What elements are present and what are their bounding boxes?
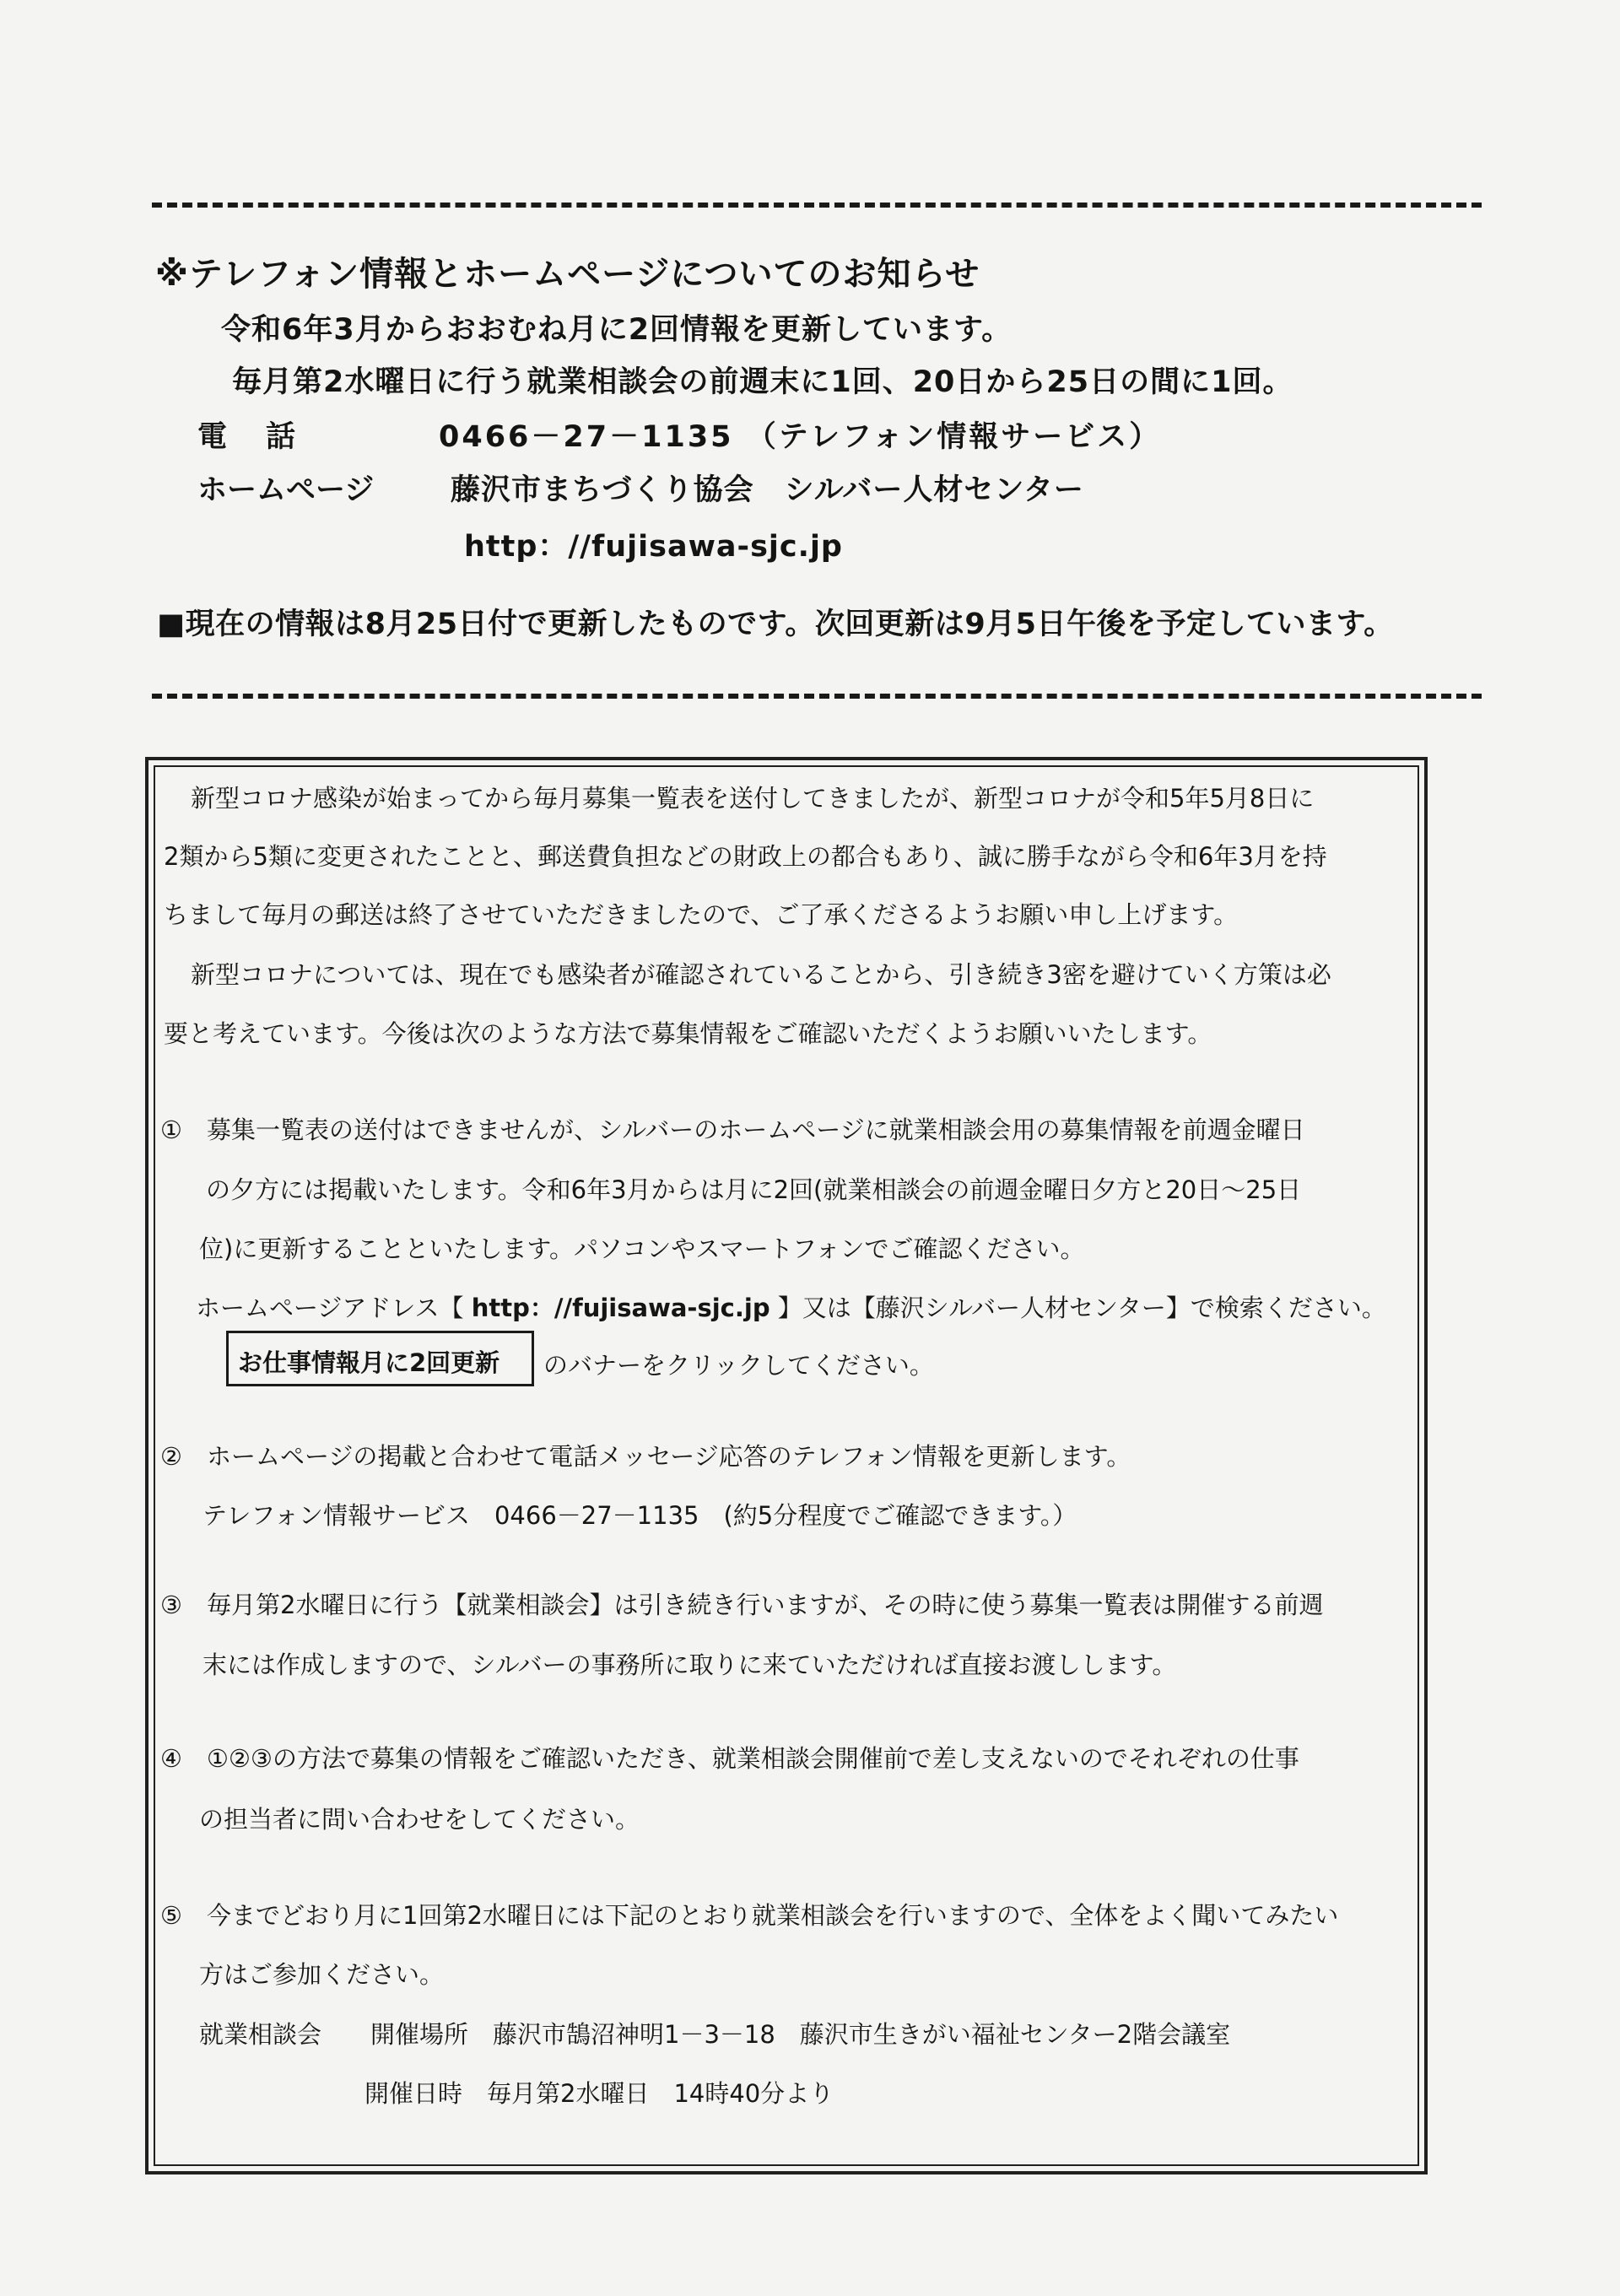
consultation-venue: 就業相談会 開催場所 藤沢市鵠沼神明1－3－18 藤沢市生きがい福祉センター2階会議室	[199, 2020, 1231, 2049]
notice-update-schedule: 毎月第2水曜日に行う就業相談会の前週末に1回、20日から25日の間に1回。	[232, 365, 1293, 399]
item-1-line-3: 位)に更新することといたします。パソコンやスマートフォンでご確認ください。	[199, 1234, 1085, 1263]
phone-number: 0466－27－1135 （テレフォン情報サービス）	[439, 420, 1162, 454]
intro-paragraph-1-line-2: 2類から5類に変更されたことと、郵送費負担などの財政上の都合もあり、誠に勝手ながら令和6年3月を持	[164, 842, 1327, 871]
item-2-line-1: ② ホームページの掲載と合わせて電話メッセージ応答のテレフォン情報を更新します。	[160, 1442, 1131, 1471]
address-prefix: ホームページアドレス【	[196, 1294, 472, 1322]
item-3-line-1: ③ 毎月第2水曜日に行う【就業相談会】は引き続き行いますが、その時に使う募集一覧表は開催する前週	[160, 1591, 1324, 1619]
item-1-line-1: ① 募集一覧表の送付はできませんが、シルバーのホームページに就業相談会用の募集情報を前週金曜日	[160, 1116, 1305, 1144]
item-3-line-2: 末には作成しますので、シルバーの事務所に取りに来ていただければ直接お渡しします。	[202, 1650, 1177, 1679]
item-5-line-2: 方はご参加ください。	[199, 1960, 445, 1989]
item-4-line-1: ④ ①②③の方法で募集の情報をご確認いただき、就業相談会開催前で差し支えないのでそれぞれの仕事	[160, 1744, 1299, 1773]
intro-paragraph-2-line-1: 新型コロナについては、現在でも感染者が確認されていることから、引き続き3密を避けていく方策は必	[191, 960, 1331, 989]
banner-label: お仕事情報月に2回更新	[238, 1348, 500, 1377]
intro-paragraph-1-line-1: 新型コロナ感染が始まってから毎月募集一覧表を送付してきましたが、新型コロナが令和5年5月8日に	[191, 784, 1315, 813]
intro-paragraph-1-line-3: ちまして毎月の郵送は終了させていただきましたので、ご了承くださるようお願い申し上げます。	[164, 900, 1239, 929]
homepage-label: ホームページ	[197, 473, 375, 507]
consultation-datetime: 開催日時 毎月第2水曜日 14時40分より	[364, 2079, 834, 2108]
homepage-url: http：//fujisawa-sjc.jp	[464, 530, 843, 564]
intro-paragraph-2-line-2: 要と考えています。今後は次のような方法で募集情報をご確認いただくようお願いいたします。	[164, 1019, 1212, 1048]
item-4-line-2: の担当者に問い合わせをしてください。	[199, 1805, 640, 1834]
notice-update-frequency: 令和6年3月からおおむね月に2回情報を更新しています。	[221, 313, 1012, 347]
phone-label: 電話	[197, 420, 335, 454]
item-1-address-line	[196, 1289, 1386, 1324]
current-update-notice: ■現在の情報は8月25日付で更新したものです。次回更新は9月5日午後を予定しています。	[157, 608, 1394, 641]
item-1-line-2: の夕方には掲載いたします。令和6年3月からは月に2回(就業相談会の前週金曜日夕方と20日～25日	[206, 1175, 1302, 1204]
address-url: http：//fujisawa-sjc.jp	[471, 1294, 770, 1322]
address-suffix: 】又は【藤沢シルバー人材センター】で検索ください。	[770, 1294, 1386, 1322]
notice-title: ※テレフォン情報とホームページについてのお知らせ	[155, 255, 980, 294]
bottom-dashed-divider	[152, 694, 1482, 699]
homepage-organization: 藤沢市まちづくり協会 シルバー人材センター	[451, 473, 1084, 507]
item-2-line-2: テレフォン情報サービス 0466－27－1135 (約5分程度でご確認できます。）	[202, 1501, 1077, 1530]
item-5-line-1: ⑤ 今までどおり月に1回第2水曜日には下記のとおり就業相談会を行いますので、全体をよく聞いてみたい	[160, 1901, 1339, 1930]
banner-instruction: のバナーをクリックしてください。	[543, 1351, 934, 1380]
top-dashed-divider	[152, 203, 1482, 208]
